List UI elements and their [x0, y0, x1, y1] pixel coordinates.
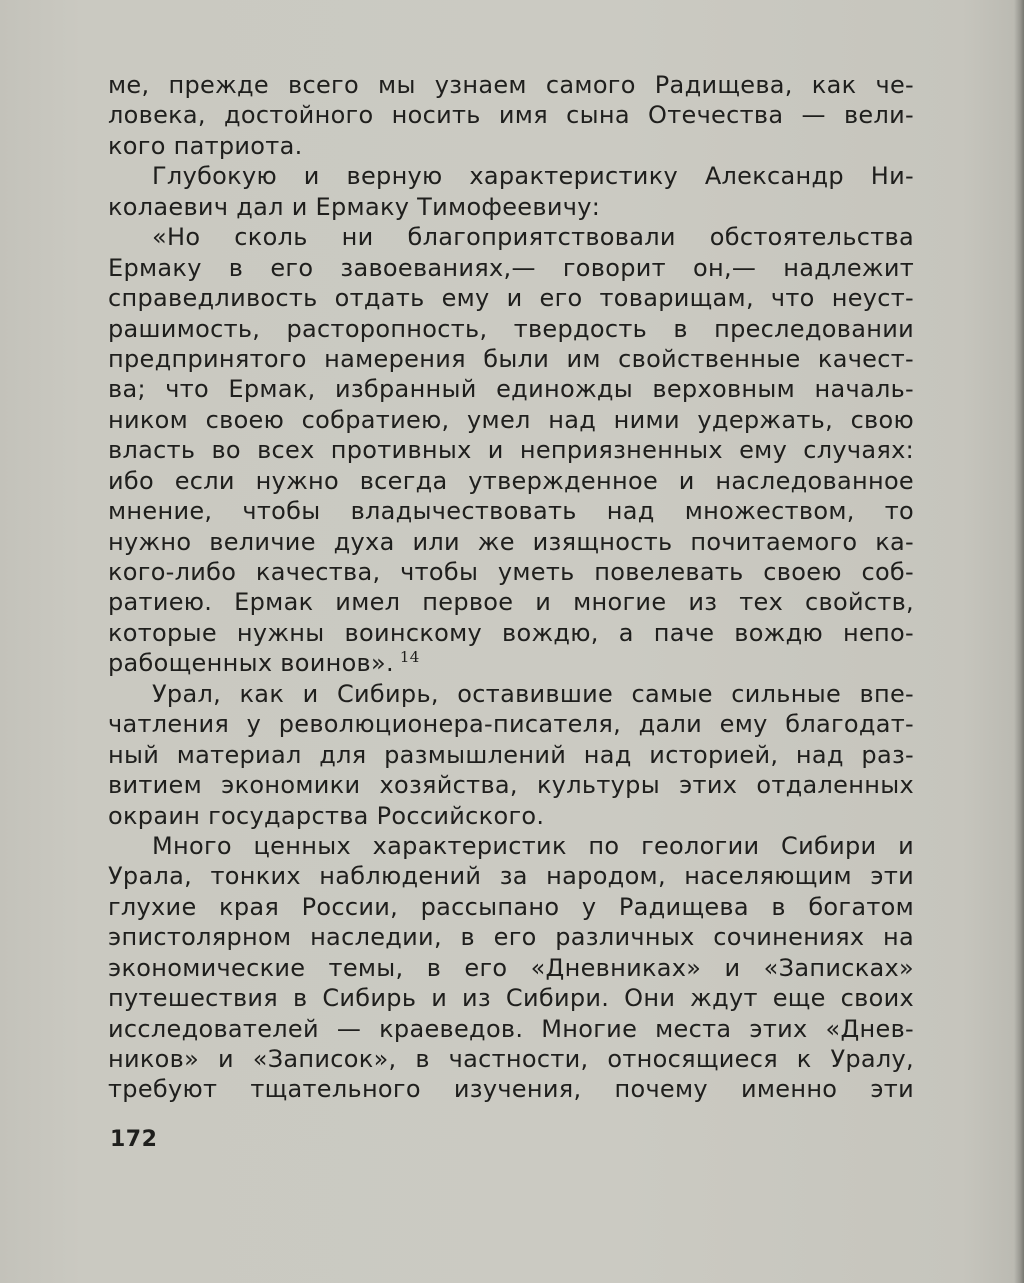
body-text	[108, 70, 914, 1105]
text-line: окраин государства Российского.	[108, 801, 545, 830]
text-line: кого патриота.	[108, 131, 303, 160]
text-line: Урала, тонких наблюдений за народом, населяющим эти	[108, 862, 914, 891]
text-line: ный материал для размышлений над историей, над раз-	[108, 740, 914, 769]
text-line: Много ценных характеристик по геологии Сибири и	[152, 831, 914, 860]
text-line: ва; что Ермак, избранный единожды верховным началь-	[108, 375, 914, 404]
text-line: ловека, достойного носить имя сына Отечества — вели-	[108, 101, 914, 130]
paragraph-1	[108, 70, 914, 161]
text-line: витием экономики хозяйства, культуры этих отдаленных	[108, 771, 914, 800]
text-line: колаевич дал и Ермаку Тимофеевичу:	[108, 192, 601, 221]
text-line: рашимость, расторопность, твердость в преследовании	[108, 314, 914, 343]
text-line: ником своею собратиею, умел над ними удержать, свою	[108, 405, 914, 434]
text-line: предпринятого намерения были им свойственные качест-	[108, 344, 914, 373]
text-line: рабощенных воинов».	[108, 649, 394, 678]
paragraph-4	[108, 679, 914, 831]
text-line-with-footnote	[108, 648, 914, 678]
text-line: справедливость отдать ему и его товарищам, что неуст-	[108, 284, 914, 313]
text-line: исследователей — краеведов. Многие места этих «Днев-	[108, 1014, 914, 1043]
paragraph-2	[108, 161, 914, 222]
paragraph-3-quotation	[108, 222, 914, 679]
text-line: Урал, как и Сибирь, оставившие самые сильные впе-	[152, 679, 914, 708]
text-line: «Но сколь ни благоприятствовали обстоятельства	[152, 223, 914, 252]
text-line: эпистолярном наследии, в его различных сочинениях на	[108, 923, 914, 952]
text-line: экономические темы, в его «Дневниках» и «Записках»	[108, 953, 914, 982]
text-line: ников» и «Записок», в частности, относящиеся к Уралу,	[108, 1045, 914, 1073]
text-line: кого-либо качества, чтобы уметь повелевать своею соб-	[108, 558, 914, 586]
page-edge-shadow	[1014, 0, 1024, 1283]
text-line: ратиею. Ермак имел первое и многие из тех свойств,	[108, 588, 914, 617]
paragraph-5	[108, 831, 914, 1105]
text-line: ибо если нужно всегда утвержденное и наследованное	[108, 466, 914, 495]
page-number: 172	[110, 1127, 158, 1152]
text-line: власть во всех противных и неприязненных ему случаях:	[108, 436, 914, 465]
text-line: глухие края России, рассыпано у Радищева в богатом	[108, 892, 914, 921]
text-line: чатления у революционера-писателя, дали ему благодат-	[108, 710, 914, 739]
text-line: требуют тщательного изучения, почему именно эти	[108, 1075, 914, 1104]
text-line: Глубокую и верную характеристику Александр Ни-	[152, 162, 914, 191]
text-line: путешествия в Сибирь и из Сибири. Они ждут еще своих	[108, 984, 914, 1013]
text-line: которые нужны воинскому вождю, а паче вождю непо-	[108, 618, 914, 647]
text-line: ме, прежде всего мы узнаем самого Радищева, как че-	[108, 71, 914, 99]
text-line: мнение, чтобы владычествовать над множеством, то	[108, 497, 914, 526]
footnote-reference[interactable]: 14	[399, 648, 420, 667]
text-line: нужно величие духа или же изящность почитаемого ка-	[108, 527, 914, 556]
text-line: Ермаку в его завоеваниях,— говорит он,— надлежит	[108, 253, 914, 282]
